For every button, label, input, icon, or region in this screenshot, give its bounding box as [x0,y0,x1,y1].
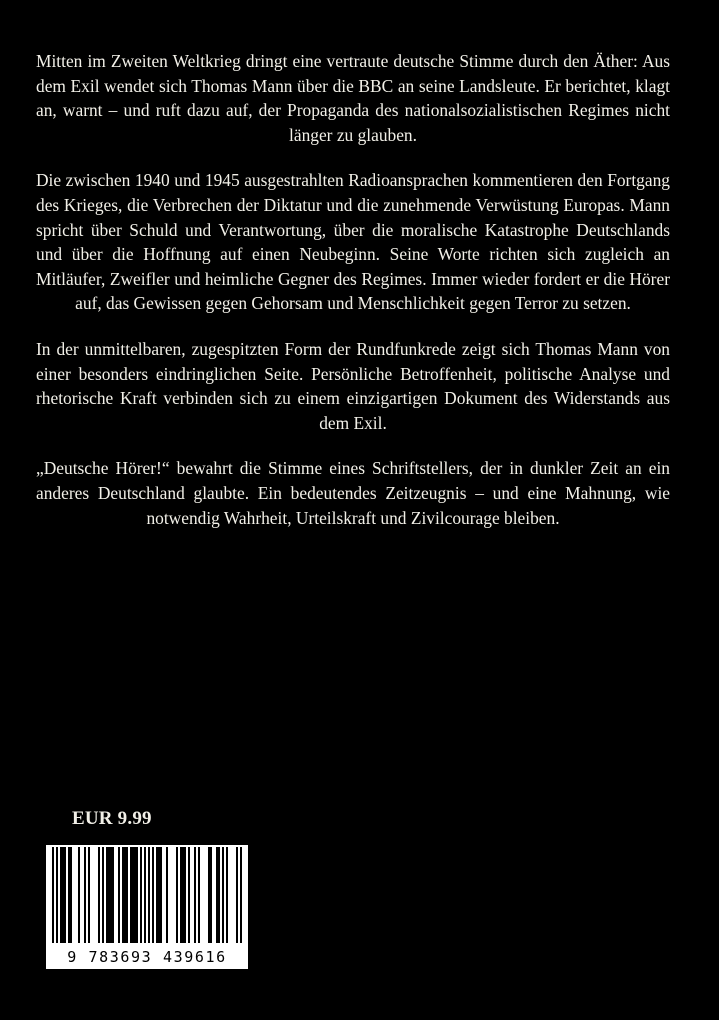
barcode-bar [160,847,162,943]
barcode-bar [208,847,210,943]
blurb-paragraph-4: „Deutsche Hörer!“ bewahrt die Stimme eines Schriftstellers, der in dunkler Zeit an ein anderes Deutschland glaubte. Ein bedeutendes Zeitzeugnis – und eine Mahnung, wie notwendig Wahrheit, Urteilskraft und Zivilcourage bleiben. [36,458,670,528]
barcode-bar [134,847,136,943]
barcode-bar [132,847,134,943]
barcode-bar [152,847,154,943]
isbn-digits: 9 783693 439616 [46,945,248,969]
barcode-bar [166,847,168,943]
barcode-bar [118,847,120,943]
barcode-bar [98,847,100,943]
barcode-bar [52,847,54,943]
barcode-bar [222,847,224,943]
barcode-bar [64,847,66,943]
barcode-bar [122,847,124,943]
price-label: EUR 9.99 [72,808,152,829]
barcode-bars [46,845,248,945]
barcode-bar [110,847,112,943]
barcode-bar [156,847,158,943]
barcode-bar [60,847,62,943]
barcode-bar [88,847,90,943]
barcode-bar [70,847,72,943]
barcode-bar [62,847,64,943]
barcode-bar [210,847,212,943]
barcode-bar [136,847,138,943]
barcode-bar [56,847,58,943]
barcode-bar [106,847,108,943]
barcode-bar [182,847,184,943]
blurb-paragraph-2: Die zwischen 1940 und 1945 ausgestrahlten Radioansprachen kommentieren den Fortgang des Krieges, die Verbrechen der Diktatur und die zunehmende Verwüstung Europas. Mann spricht über Schuld und Verantwortung, über die moralische Katastrophe Deutschlands und über die Hoffnung auf einen Neubeginn. Seine Worte richten sich zugleich an Mitläufer, Zweifler und heimliche Gegner des Regimes. Immer wieder fordert er die Hörer auf, das Gewissen gegen Gehorsam und Menschlichkeit gegen Terror zu setzen. [36,170,670,314]
barcode-bar [124,847,126,943]
barcode-bar [194,847,196,943]
barcode-bar [188,847,190,943]
barcode-bar [108,847,110,943]
blurb-text [36,49,670,551]
barcode-bar [180,847,182,943]
barcode-bar [158,847,160,943]
barcode-bar [144,847,146,943]
barcode-bar [226,847,228,943]
barcode-bar [112,847,114,943]
barcode-bar [102,847,104,943]
barcode-bar [78,847,80,943]
barcode-bar [148,847,150,943]
barcode-bar [68,847,70,943]
barcode-bar [140,847,142,943]
barcode-bar [130,847,132,943]
barcode-bar [184,847,186,943]
barcode-bar [240,847,242,943]
barcode-bar [198,847,200,943]
barcode-bar [236,847,238,943]
blurb-paragraph-3: In der unmittelbaren, zugespitzten Form der Rundfunkrede zeigt sich Thomas Mann von einer besonders eindringlichen Seite. Persönliche Betroffenheit, politische Analyse und rhetorische Kraft verbinden sich zu einem einzigartigen Dokument des Widerstands aus dem Exil. [36,338,670,433]
barcode-bar [216,847,218,943]
barcode-bar [218,847,220,943]
blurb-paragraph-1: Mitten im Zweiten Weltkrieg dringt eine vertraute deutsche Stimme durch den Äther: Aus dem Exil wendet sich Thomas Mann über die BBC an seine Landsleute. Er berichtet, klagt an, warnt – und ruft dazu auf, der Propaganda des nationalsozialistischen Regimes nicht länger zu glauben. [36,51,670,145]
isbn-barcode [46,845,248,969]
barcode-bar [126,847,128,943]
barcode-bar [84,847,86,943]
barcode-bar [176,847,178,943]
